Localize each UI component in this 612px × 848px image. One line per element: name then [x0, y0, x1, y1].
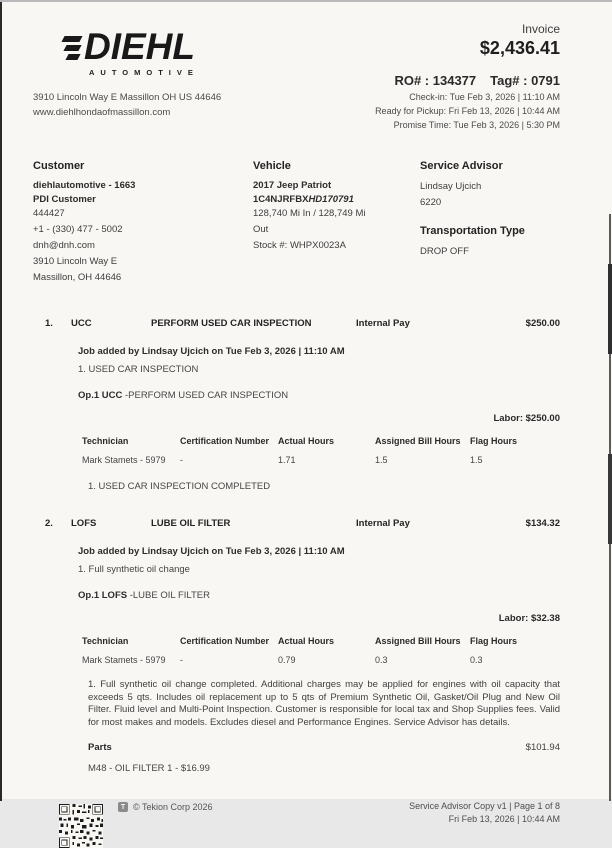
job-number: 2.	[45, 518, 53, 529]
advisor-section	[420, 160, 560, 286]
copy-version-page: Service Advisor Copy v1 | Page 1 of 8	[409, 801, 560, 811]
customer-heading: Customer	[33, 160, 85, 172]
customer-name: diehlautomotive - 1663	[33, 180, 136, 191]
vehicle-stock: Stock #: WHPX0023A	[253, 240, 346, 251]
vehicle-vin: 1C4NJRFBXHD170791	[253, 193, 354, 205]
dealer-address	[33, 90, 221, 120]
table-row: Mark Stamets - 5979 - 1.71 1.5 1.5	[82, 455, 483, 465]
job-item-2	[33, 518, 560, 774]
dealer-address-line1: 3910 Lincoln Way E Massillon OH US 44646	[33, 92, 222, 103]
job-name: PERFORM USED CAR INSPECTION	[151, 318, 312, 329]
tekion-logo-icon: T	[118, 802, 128, 812]
customer-address2: Massillon, OH 44646	[33, 272, 122, 283]
op-desc: -PERFORM USED CAR INSPECTION	[122, 390, 289, 401]
job-completion-note: 1. USED CAR INSPECTION COMPLETED	[88, 481, 271, 492]
table-header-row: Technician Certification Number Actual Hours Assigned Bill Hours Flag Hours	[82, 636, 518, 646]
job-number: 1.	[45, 318, 53, 329]
promise-time: Promise Time: Tue Feb 3, 2026 | 5:30 PM	[393, 120, 560, 130]
job-concern: 1. Full synthetic oil change	[78, 564, 190, 575]
vehicle-heading: Vehicle	[253, 160, 291, 172]
logo-wordmark: DIEHL	[84, 26, 195, 67]
job-list	[33, 318, 560, 800]
table-header-row: Technician Certification Number Actual Hours Assigned Bill Hours Flag Hours	[82, 436, 518, 446]
copyright-text: © Tekion Corp 2026	[133, 802, 213, 812]
invoice-summary	[375, 20, 560, 130]
ready-for-pickup-time: Ready for Pickup: Fri Feb 13, 2026 | 10:44 AM	[375, 106, 560, 116]
tag-number: Tag# : 0791	[490, 73, 560, 88]
diehl-logo	[63, 28, 221, 65]
qr-code	[57, 804, 105, 848]
job-added-by: Job added by Lindsay Ujcich on Tue Feb 3, 2026 | 11:10 AM	[78, 346, 345, 357]
customer-address1: 3910 Lincoln Way E	[33, 256, 118, 267]
labor-total: Labor: $250.00	[493, 413, 560, 424]
print-timestamp: Fri Feb 13, 2026 | 10:44 AM	[448, 814, 560, 824]
parts-amount: $101.94	[525, 742, 560, 753]
dealer-website: www.diehlhondaofmassillon.com	[33, 107, 171, 118]
scan-artifact-blot	[608, 264, 612, 354]
job-code: UCC	[71, 318, 92, 329]
technician-table	[82, 636, 560, 665]
job-pay-type: Internal Pay	[356, 318, 410, 329]
footer-page-info	[409, 800, 560, 826]
dealer-brand	[33, 20, 221, 130]
job-pay-type: Internal Pay	[356, 518, 410, 529]
info-columns	[33, 160, 560, 286]
job-body	[78, 546, 560, 624]
job-amount: $134.32	[525, 518, 560, 529]
job-code: LOFS	[71, 518, 97, 529]
job-name: LUBE OIL FILTER	[151, 518, 231, 529]
customer-email: dnh@dnh.com	[33, 240, 95, 251]
ro-number: RO# : 134377	[394, 73, 477, 88]
op-code: Op.1 UCC	[78, 390, 123, 401]
parts-label: Parts	[88, 742, 112, 753]
transport-heading: Transportation Type	[420, 225, 525, 237]
customer-account: 444427	[33, 208, 65, 219]
customer-phone: +1 - (330) 477 - 5002	[33, 224, 123, 235]
job-amount: $250.00	[525, 318, 560, 329]
op-code: Op.1 LOFS	[78, 590, 128, 601]
advisor-heading: Service Advisor	[420, 160, 503, 172]
job-item-1	[33, 318, 560, 492]
advisor-number: 6220	[420, 197, 442, 208]
job-header	[45, 318, 560, 329]
vehicle-section	[253, 160, 420, 286]
transport-value: DROP OFF	[420, 246, 469, 257]
logo-subtitle: AUTOMOTIVE	[89, 68, 199, 77]
advisor-name: Lindsay Ujcich	[420, 181, 482, 192]
header	[33, 20, 560, 130]
part-line-item: M48 - OIL FILTER 1 - $16.99	[88, 763, 210, 774]
job-header	[45, 518, 560, 529]
job-concern: 1. USED CAR INSPECTION	[78, 364, 199, 375]
table-row: Mark Stamets - 5979 - 0.79 0.3 0.3	[82, 655, 483, 665]
job-added-by: Job added by Lindsay Ujcich on Tue Feb 3, 2026 | 11:10 AM	[78, 546, 345, 557]
footer	[33, 800, 560, 848]
technician-table	[82, 436, 560, 465]
job-op-line	[78, 390, 560, 401]
job-body	[78, 346, 560, 424]
logo-speed-stripes-icon	[63, 36, 81, 60]
tekion-copyright	[118, 802, 213, 812]
invoice-total: $2,436.41	[479, 38, 560, 58]
job-op-line	[78, 590, 560, 601]
scan-artifact-blot	[608, 454, 612, 544]
job-story-text: 1. Full synthetic oil change completed. Additional charges may be applied for engines with oil capacity that exceeds 5 qts. Includes oil replacement up to 5 qts of Premium Synthetic Oil, Gasket/Oil Plug and New Oil Filter. Fluid level and Multi-Point Inspection. Customer is responsible for local tax and Shop Supplies fees. Valid for most makes and models. Excludes diesel and Performance Engines. Service Advisor has details.	[88, 679, 560, 728]
vehicle-mileage: 128,740 Mi In / 128,749 Mi	[253, 208, 366, 219]
vehicle-mileage-cont: Out	[253, 224, 269, 235]
customer-section	[33, 160, 253, 286]
op-desc: -LUBE OIL FILTER	[127, 590, 210, 601]
ro-tag-line	[375, 73, 560, 88]
parts-total-line	[88, 742, 560, 753]
invoice-label: Invoice	[521, 22, 560, 36]
labor-total: Labor: $32.38	[498, 613, 560, 624]
scan-artifact-left-edge	[0, 2, 2, 801]
checkin-time: Check-in: Tue Feb 3, 2026 | 11:10 AM	[409, 92, 560, 102]
customer-type: PDI Customer	[33, 193, 96, 205]
vehicle-model: 2017 Jeep Patriot	[253, 180, 332, 191]
